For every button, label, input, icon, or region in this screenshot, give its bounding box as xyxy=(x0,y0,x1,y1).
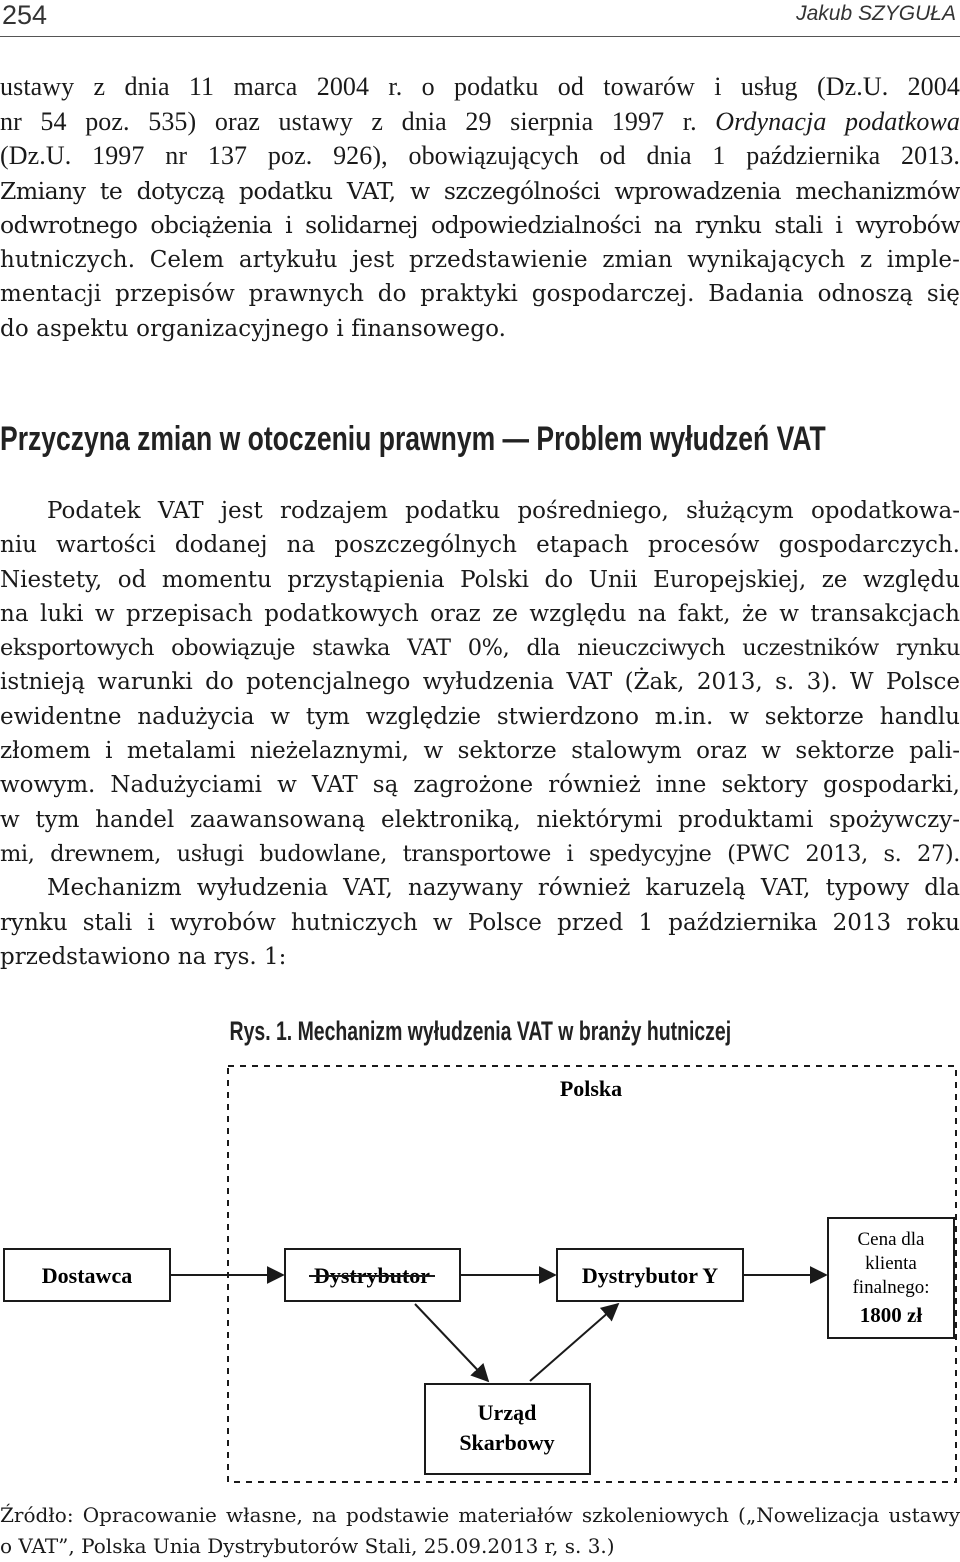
body-line: mi, drewnem, usługi budowlane, transportowe i spedycyjne (PWC 2013, s. 27). xyxy=(0,840,960,867)
body-line: wowym. Nadużyciami w VAT są zagrożone również inne sektory gospodarki, xyxy=(0,772,960,799)
body-line: na luki w przepisach podatkowych oraz ze względu na fakt, że w transakcjach xyxy=(0,600,960,627)
intro-line: mentacji przepisów prawnych do praktyki gospodarczej. Badania odnoszą się xyxy=(0,281,960,307)
body-line: eksportowych obowiązuje stawka VAT 0%, dla nieuczciwych uczestników rynku xyxy=(0,635,960,662)
body-line: Niestety, od momentu przystąpienia Polski do Unii Europejskiej, ze względu xyxy=(0,566,960,593)
body-line: istnieją warunki do potencjalnego wyłudzenia VAT (Żak, 2013, s. 3). W Polsce xyxy=(0,669,960,696)
source-line: o VAT”, Polska Unia Dystrybutorów Stali, 25.09.2013 r, s. 3.) xyxy=(0,1534,615,1558)
body-line: złomem i metalami nieżelaznymi, w sektorze stalowym oraz w sektorze pali- xyxy=(0,738,960,765)
header-rule xyxy=(0,36,960,37)
box-tax-office xyxy=(425,1384,590,1474)
box-final-price-line: finalnego: xyxy=(852,1277,930,1298)
page-number: 254 xyxy=(2,0,48,30)
box-tax-office-line: Skarbowy xyxy=(459,1430,555,1455)
intro-line xyxy=(0,105,960,140)
intro-line: hutniczych. Celem artykułu jest przedstawienie zmian wynikających z imple- xyxy=(0,246,960,273)
box-tax-office-line: Urząd xyxy=(477,1400,537,1425)
intro-line: (Dz.U. 1997 nr 137 poz. 926), obowiązujących od dnia 1 października 2013. xyxy=(0,141,960,170)
figure-caption-text: Rys. 1. Mechanizm wyłudzenia VAT w branży hutniczej xyxy=(229,1016,731,1046)
body-line: Podatek VAT jest rodzajem podatku pośredniego, służącym opodatkowa- xyxy=(47,498,960,524)
running-header-author: Jakub SZYGUŁA xyxy=(796,2,956,25)
intro-paragraph xyxy=(0,70,960,346)
body-paragraph xyxy=(0,494,960,974)
figure-source-note xyxy=(0,1500,960,1562)
figure-caption xyxy=(0,1016,960,1047)
body-line: ewidentne nadużycia w tym względzie stwierdzono m.in. w sektorze handlu xyxy=(0,703,960,730)
intro-italic-title: Ordynacja podatkowa xyxy=(715,106,960,136)
body-line: przedstawiono na rys. 1: xyxy=(0,943,287,970)
intro-line-text: nr 54 poz. 535) oraz ustawy z dnia 29 sierpnia 1997 r. xyxy=(0,106,716,136)
box-final-price-line: Cena dla xyxy=(857,1229,925,1250)
box-distributor-label: Dystrybutor xyxy=(313,1263,431,1288)
intro-line: do aspektu organizacyjnego i finansowego. xyxy=(0,315,507,342)
arrow-tax-office-to-distributor-y xyxy=(530,1304,618,1381)
source-line: Źródło: Opracowanie własne, na podstawie materiałów szkoleniowych („Nowelizacja ustawy xyxy=(0,1503,960,1527)
intro-line: Zmiany te dotyczą podatku VAT, w szczególności wprowadzenia mechanizmów xyxy=(0,176,960,205)
intro-line: ustawy z dnia 11 marca 2004 r. o podatku od towarów i usług (Dz.U. 2004 xyxy=(0,72,960,101)
vat-fraud-diagram xyxy=(0,1058,960,1490)
arrow-distributor-to-tax-office xyxy=(415,1304,488,1381)
box-supplier-label: Dostawca xyxy=(41,1263,133,1288)
box-distributor-y-label: Dystrybutor Y xyxy=(581,1263,719,1288)
intro-line: odwrotnego obciążenia i solidarnej odpowiedzialności na rynku stali i wyrobów xyxy=(0,211,960,239)
body-line: rynku stali i wyrobów hutniczych w Polsce przed 1 października 2013 roku xyxy=(0,909,960,936)
section-heading: Przyczyna zmian w otoczeniu prawnym — Problem wyłudzeń VAT xyxy=(0,420,826,458)
body-line: niu wartości dodanej na poszczególnych etapach procesów gospodarczych. xyxy=(0,532,960,559)
box-final-price-value: 1800 zł xyxy=(859,1303,923,1327)
body-line: Mechanizm wyłudzenia VAT, nazywany również karuzelą VAT, typowy dla xyxy=(47,875,960,902)
box-final-price-line: klienta xyxy=(865,1253,917,1274)
body-line: w tym handel zaawansowaną elektroniką, niektórymi produktami spożywczy- xyxy=(0,806,960,833)
region-poland-label: Polska xyxy=(559,1076,623,1101)
